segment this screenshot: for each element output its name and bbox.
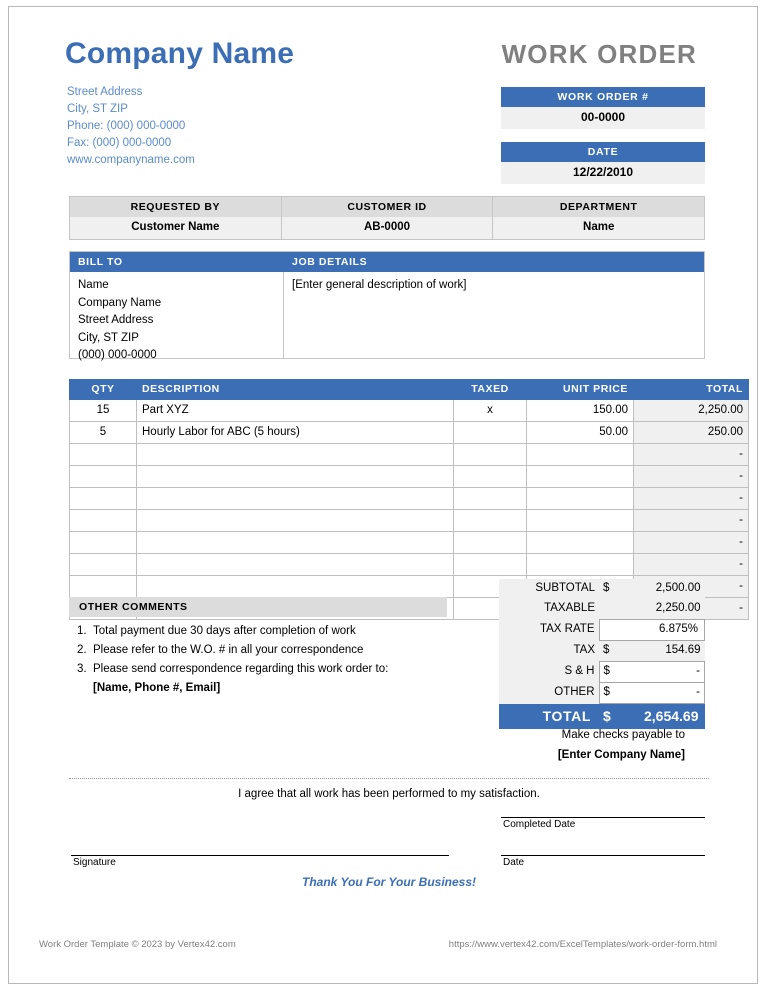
comment-item: Please send correspondence regarding this work order to: — [93, 663, 389, 675]
cell-description[interactable] — [137, 554, 454, 576]
bill-to-job-details-panel — [69, 251, 705, 359]
tax-rate-input[interactable]: 6.875% — [599, 620, 705, 641]
department-value[interactable]: Name — [493, 217, 704, 239]
comments-contact-placeholder[interactable]: [Name, Phone #, Email] — [93, 682, 221, 694]
totals-row-tax — [499, 641, 705, 662]
completed-date-line[interactable] — [501, 817, 705, 818]
bill-to-line: Street Address — [78, 314, 154, 326]
other-comments-label: OTHER COMMENTS — [69, 597, 447, 617]
date-label: Date — [503, 857, 525, 868]
signature-label: Signature — [73, 857, 116, 868]
work-order-number-label: WORK ORDER # — [501, 87, 705, 107]
other-comments-list — [69, 617, 447, 679]
cell-unit-price[interactable] — [527, 444, 634, 466]
cell-qty[interactable] — [70, 466, 137, 488]
column-header-description: DESCRIPTION — [137, 380, 454, 400]
date-label: DATE — [501, 142, 705, 162]
taxable-label: TAXABLE — [499, 599, 599, 620]
job-details-text[interactable]: [Enter general description of work] — [292, 279, 467, 291]
comment-item: Total payment due 30 days after completion of work — [93, 625, 356, 637]
cell-unit-price[interactable] — [527, 488, 634, 510]
taxable-currency — [599, 599, 625, 620]
bill-to-line: (000) 000-0000 — [78, 349, 157, 361]
company-street: Street Address — [67, 86, 143, 98]
cell-description[interactable] — [137, 444, 454, 466]
cell-unit-price[interactable] — [527, 554, 634, 576]
payable-company-placeholder[interactable]: [Enter Company Name] — [557, 749, 685, 761]
column-header-unit-price: UNIT PRICE — [527, 380, 634, 400]
company-city-state-zip: City, ST ZIP — [67, 103, 128, 115]
customer-id-cell — [282, 197, 494, 239]
tax-value: 154.69 — [625, 641, 705, 662]
tax-currency: $ — [599, 641, 625, 662]
table-row — [70, 532, 749, 554]
cell-qty[interactable] — [70, 488, 137, 510]
requested-by-cell — [70, 197, 282, 239]
table-row — [70, 488, 749, 510]
make-checks-payable-block — [558, 725, 685, 765]
cell-taxed[interactable]: x — [454, 400, 527, 422]
table-row — [70, 400, 749, 422]
cell-unit-price[interactable] — [527, 510, 634, 532]
dotted-separator — [69, 778, 709, 779]
grand-total-label: TOTAL — [499, 704, 599, 730]
cell-qty[interactable] — [70, 532, 137, 554]
cell-qty[interactable] — [70, 576, 137, 598]
column-header-qty: QTY — [70, 380, 137, 400]
column-header-total: TOTAL — [634, 380, 749, 400]
totals-row-tax-rate — [499, 620, 705, 641]
grand-total-currency: $ — [599, 704, 625, 730]
work-order-number-value[interactable]: 00-0000 — [501, 107, 705, 129]
table-row — [70, 466, 749, 488]
date-value[interactable]: 12/22/2010 — [501, 162, 705, 184]
other-input[interactable]: - — [625, 683, 705, 704]
cell-unit-price[interactable] — [527, 532, 634, 554]
date-line[interactable] — [501, 855, 705, 856]
cell-taxed[interactable] — [454, 422, 527, 444]
work-order-number-box — [501, 87, 705, 129]
sh-currency: $ — [599, 662, 625, 683]
cell-unit-price[interactable] — [527, 466, 634, 488]
cell-taxed[interactable] — [454, 554, 527, 576]
sh-label: S & H — [499, 662, 599, 683]
cell-taxed[interactable] — [454, 444, 527, 466]
cell-qty[interactable]: 5 — [70, 422, 137, 444]
customer-id-label: CUSTOMER ID — [282, 197, 493, 217]
payable-line-1: Make checks payable to — [561, 729, 685, 741]
cell-total[interactable]: - — [634, 598, 749, 620]
requested-by-label: REQUESTED BY — [70, 197, 281, 217]
bill-to-line: Company Name — [78, 296, 162, 309]
requested-by-value[interactable]: Customer Name — [70, 217, 281, 239]
totals-row-taxable — [499, 599, 705, 620]
cell-total[interactable]: 250.00 — [634, 422, 749, 444]
cell-total[interactable]: - — [634, 444, 749, 466]
cell-unit-price[interactable]: 50.00 — [527, 422, 634, 444]
cell-total[interactable]: - — [634, 532, 749, 554]
cell-description[interactable]: Hourly Labor for ABC (5 hours) — [137, 422, 454, 444]
subtotal-currency: $ — [599, 579, 625, 599]
tax-label: TAX — [499, 641, 599, 662]
table-row — [70, 444, 749, 466]
taxable-value: 2,250.00 — [625, 599, 705, 620]
customer-id-value[interactable]: AB-0000 — [282, 217, 493, 239]
subtotal-value: 2,500.00 — [625, 579, 705, 599]
department-cell — [493, 197, 704, 239]
cell-taxed[interactable] — [454, 466, 527, 488]
cell-qty[interactable]: 15 — [70, 400, 137, 422]
cell-qty[interactable] — [70, 444, 137, 466]
department-label: DEPARTMENT — [493, 197, 704, 217]
job-details-label: JOB DETAILS — [292, 256, 368, 268]
cell-description[interactable] — [137, 466, 454, 488]
totals-table — [499, 579, 705, 729]
thank-you-message: Thank You For Your Business! — [301, 875, 477, 889]
signature-line[interactable] — [71, 855, 449, 856]
cell-qty[interactable] — [70, 510, 137, 532]
cell-description[interactable] — [137, 488, 454, 510]
bill-to-label: BILL TO — [70, 252, 284, 272]
cell-total[interactable]: - — [634, 466, 749, 488]
document-page — [8, 6, 758, 984]
cell-qty[interactable] — [70, 554, 137, 576]
company-contact-block — [67, 84, 195, 169]
totals-row-shipping-handling — [499, 662, 705, 683]
cell-description[interactable] — [137, 510, 454, 532]
cell-taxed[interactable] — [454, 532, 527, 554]
line-items-header-row — [70, 380, 749, 400]
company-website: www.companyname.com — [67, 154, 195, 166]
other-label: OTHER — [499, 683, 599, 704]
agreement-text: I agree that all work has been performed to my satisfaction. — [238, 788, 540, 800]
footer-copyright: Work Order Template © 2023 by Vertex42.com — [39, 939, 236, 950]
grand-total-value: 2,654.69 — [625, 704, 705, 730]
subtotal-label: SUBTOTAL — [499, 579, 599, 599]
cell-description[interactable] — [137, 532, 454, 554]
cell-total[interactable]: - — [634, 510, 749, 532]
company-fax: Fax: (000) 000-0000 — [67, 137, 172, 149]
cell-total[interactable]: - — [634, 554, 749, 576]
table-row — [70, 422, 749, 444]
company-phone: Phone: (000) 000-0000 — [67, 120, 186, 132]
requested-by-strip — [69, 196, 705, 240]
comment-item: Please refer to the W.O. # in all your correspondence — [93, 644, 364, 656]
cell-unit-price[interactable]: 150.00 — [527, 400, 634, 422]
bill-to-line: Name — [78, 279, 109, 291]
completed-date-label: Completed Date — [503, 819, 576, 830]
cell-taxed[interactable] — [454, 488, 527, 510]
document-title: WORK ORDER — [501, 39, 697, 69]
cell-taxed[interactable] — [454, 510, 527, 532]
sh-input[interactable]: - — [625, 662, 705, 683]
company-name: Company Name — [65, 37, 295, 70]
totals-row-other — [499, 683, 705, 704]
table-row — [70, 510, 749, 532]
cell-description[interactable] — [137, 576, 454, 598]
cell-total[interactable]: - — [634, 488, 749, 510]
other-comments-panel — [69, 597, 447, 698]
cell-total[interactable]: 2,250.00 — [634, 400, 749, 422]
tax-rate-label: TAX RATE — [499, 620, 599, 641]
date-box — [501, 142, 705, 184]
bill-to-line: City, ST ZIP — [78, 331, 139, 344]
other-currency: $ — [599, 683, 625, 704]
footer-url[interactable]: https://www.vertex42.com/ExcelTemplates/work-order-form.html — [448, 939, 717, 950]
cell-description[interactable]: Part XYZ — [137, 400, 454, 422]
column-header-taxed: TAXED — [454, 380, 527, 400]
table-row — [70, 554, 749, 576]
bill-to-job-details-header-row — [70, 252, 704, 272]
cell-total[interactable]: - — [634, 576, 749, 598]
bill-to-address-block[interactable] — [70, 272, 284, 359]
totals-row-subtotal — [499, 579, 705, 599]
